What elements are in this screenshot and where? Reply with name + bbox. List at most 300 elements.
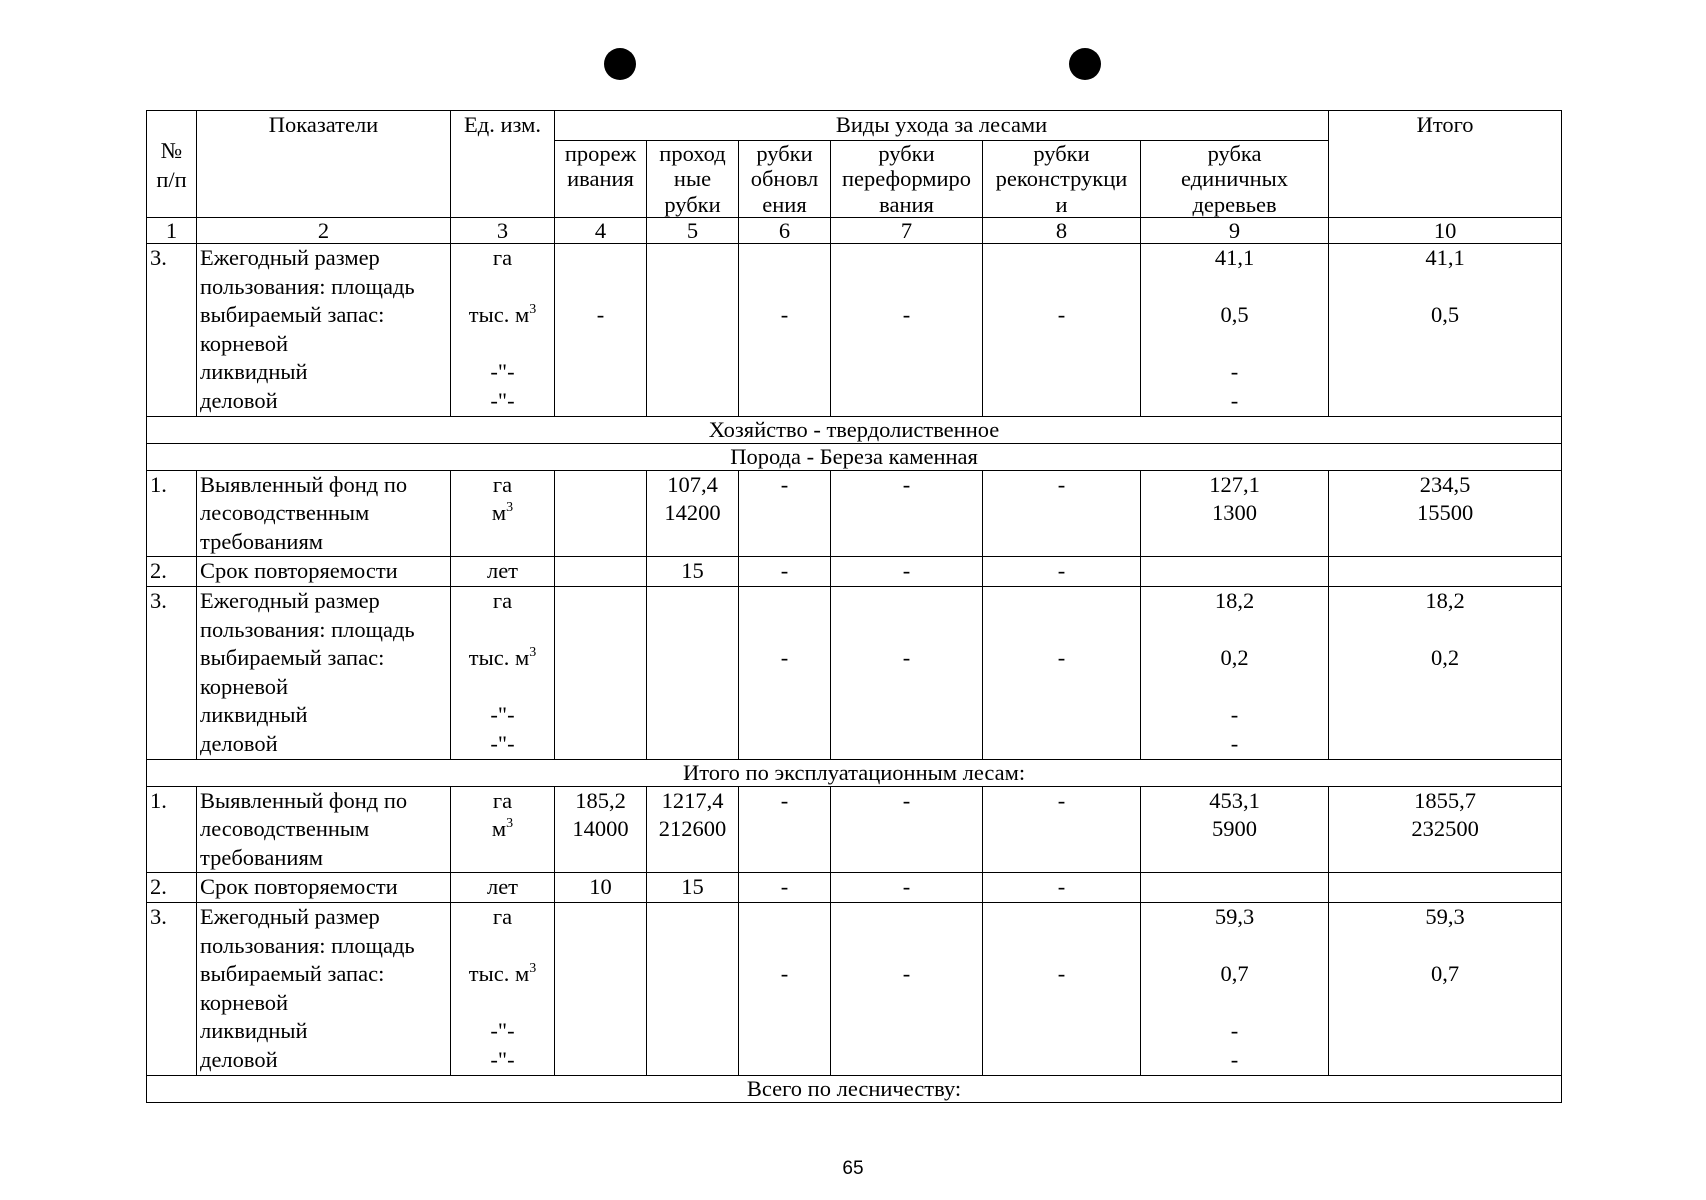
unit-cell <box>451 587 555 760</box>
cell-line <box>557 358 644 387</box>
cell-line: - <box>596 302 605 328</box>
cell-line <box>649 1017 736 1046</box>
cell-line: деловой <box>200 388 278 414</box>
cell-line <box>833 244 980 273</box>
unit-superscript: 3 <box>529 961 537 977</box>
value-cell-c6 <box>739 902 831 1075</box>
header-subtype <box>831 140 983 218</box>
cell-line <box>833 528 980 557</box>
cell-line: деловой <box>200 1046 278 1072</box>
column-number: 3 <box>451 218 555 244</box>
cell-line: 107,4 <box>667 471 718 497</box>
indicator-cell <box>197 902 451 1075</box>
cell-line <box>649 644 736 673</box>
cell-line <box>1331 273 1559 302</box>
column-number: 4 <box>555 218 647 244</box>
cell-line <box>1143 528 1326 557</box>
block1 <box>147 244 1562 417</box>
unit-cell <box>451 902 555 1075</box>
cell-line <box>557 701 644 730</box>
cell-line: 59,3 <box>1214 903 1255 929</box>
cell-line: - <box>1057 302 1066 328</box>
forest-care-table <box>146 110 1562 1103</box>
indicator-cell: Срок повторяемости <box>197 557 451 587</box>
cell-line <box>557 903 644 932</box>
cell-line <box>649 989 736 1018</box>
cell-line: корневой <box>200 330 289 356</box>
cell-line <box>741 528 828 557</box>
value-cell-c6: - <box>739 873 831 903</box>
cell-line: - <box>1230 388 1239 414</box>
unit-line <box>453 844 552 873</box>
cell-line <box>1143 673 1326 702</box>
cell-line <box>1331 1017 1559 1046</box>
indicator-cell <box>197 244 451 417</box>
data-row <box>147 873 1562 903</box>
cell-line <box>985 932 1138 961</box>
unit-superscript: 3 <box>506 500 514 516</box>
cell-line: Выявленный фонд по <box>200 471 408 497</box>
unit-line: -"- <box>490 702 515 728</box>
cell-line <box>741 499 828 528</box>
cell-line: пользования: площадь <box>200 273 415 299</box>
cell-line <box>833 1017 980 1046</box>
column-number: 5 <box>647 218 739 244</box>
cell-line <box>649 903 736 932</box>
cell-line: лесоводственным <box>200 816 370 842</box>
cell-line: 185,2 <box>575 787 626 813</box>
cell-line <box>1331 528 1559 557</box>
value-cell-c10 <box>1329 470 1562 557</box>
cell-line: ликвидный <box>200 702 308 728</box>
cell-line: 0,2 <box>1220 645 1249 671</box>
value-cell-c9 <box>1141 587 1329 760</box>
value-cell-c8 <box>983 587 1141 760</box>
cell-line: - <box>1057 471 1066 497</box>
cell-line: лесоводственным <box>200 500 370 526</box>
cell-line: 0,2 <box>1431 645 1460 671</box>
cell-line <box>985 701 1138 730</box>
cell-line: 41,1 <box>1214 245 1255 271</box>
value-cell-c5: 15 <box>647 873 739 903</box>
cell-line <box>649 701 736 730</box>
cell-line <box>649 387 736 416</box>
cell-line: 0,5 <box>1431 302 1460 328</box>
cell-line: переформиро <box>841 166 972 192</box>
cell-line <box>1331 673 1559 702</box>
cell-line <box>557 192 644 218</box>
cell-line <box>649 730 736 759</box>
cell-line <box>649 616 736 645</box>
cell-line <box>985 528 1138 557</box>
cell-line: Ежегодный размер <box>200 588 380 614</box>
value-cell-c9 <box>1141 873 1329 903</box>
unit-line <box>453 932 552 961</box>
cell-line <box>741 587 828 616</box>
cell-line <box>833 499 980 528</box>
data-row <box>147 587 1562 760</box>
header-row-top <box>147 111 1562 141</box>
unit-line: -"- <box>490 388 515 414</box>
cell-line: рубки <box>1033 140 1090 166</box>
indicator-cell <box>197 786 451 873</box>
cell-line: - <box>780 471 789 497</box>
value-cell-c4 <box>555 902 647 1075</box>
cell-line <box>833 273 980 302</box>
cell-line <box>557 244 644 273</box>
header-num-line: № <box>160 138 183 163</box>
unit-cell <box>451 786 555 873</box>
cell-line: 0,5 <box>1220 302 1249 328</box>
cell-line <box>833 358 980 387</box>
cell-line <box>985 587 1138 616</box>
value-cell-c5 <box>647 902 739 1075</box>
cell-line: 5900 <box>1212 816 1258 842</box>
cell-line: требованиям <box>200 528 324 554</box>
value-cell-c4 <box>555 587 647 760</box>
value-cell-c6 <box>739 587 831 760</box>
cell-line: вания <box>879 191 934 217</box>
section-row <box>147 416 1562 443</box>
cell-line <box>557 387 644 416</box>
cell-line <box>985 358 1138 387</box>
cell-line <box>649 960 736 989</box>
unit-line-with-power <box>453 301 552 330</box>
data-row <box>147 902 1562 1075</box>
cell-line: рубки <box>878 140 935 166</box>
cell-line <box>985 330 1138 359</box>
unit-line <box>453 330 552 359</box>
row-number: 2. <box>147 873 197 903</box>
cell-line: деревьев <box>1192 191 1277 217</box>
exploit-block <box>147 786 1562 1075</box>
cell-line <box>649 301 736 330</box>
unit-line <box>453 528 552 557</box>
cell-line: 0,7 <box>1220 961 1249 987</box>
value-cell-c4: 10 <box>555 873 647 903</box>
cell-line <box>741 358 828 387</box>
cell-line <box>833 587 980 616</box>
cell-line: 14200 <box>664 500 721 526</box>
cell-line: - <box>902 787 911 813</box>
cell-line <box>741 387 828 416</box>
cell-line <box>557 528 644 557</box>
unit-line: -"- <box>490 731 515 756</box>
cell-line <box>557 644 644 673</box>
unit-superscript: 3 <box>506 816 514 832</box>
cell-line <box>833 844 980 873</box>
cell-line: 41,1 <box>1425 245 1465 271</box>
value-cell-c7 <box>831 470 983 557</box>
cell-line: пользования: площадь <box>200 616 415 642</box>
cell-line <box>557 932 644 961</box>
cell-line <box>833 989 980 1018</box>
cell-line <box>741 673 828 702</box>
row-number: 3. <box>147 902 197 1075</box>
row-number: 1. <box>147 470 197 557</box>
cell-line: рубка <box>1207 140 1262 166</box>
cell-line <box>985 989 1138 1018</box>
value-cell-c8 <box>983 470 1141 557</box>
cell-line <box>741 903 828 932</box>
unit-text: тыс. м <box>468 961 530 987</box>
cell-line <box>741 616 828 645</box>
cell-line <box>833 330 980 359</box>
unit-line <box>453 989 552 1018</box>
section-row <box>147 759 1562 786</box>
header-subtype <box>555 140 647 218</box>
cell-line: ивания <box>567 166 634 192</box>
cell-line: корневой <box>200 989 289 1015</box>
cell-line <box>649 1046 736 1075</box>
indicator-cell <box>197 587 451 760</box>
cell-line: выбираемый запас: <box>200 961 385 987</box>
value-cell-c4 <box>555 786 647 873</box>
cell-line <box>649 528 736 557</box>
value-cell-c10 <box>1329 902 1562 1075</box>
cell-line <box>557 960 644 989</box>
cell-line <box>557 673 644 702</box>
cell-line <box>985 903 1138 932</box>
data-row <box>147 244 1562 417</box>
cell-line <box>649 844 736 873</box>
cell-line <box>557 273 644 302</box>
value-cell-c8 <box>983 244 1141 417</box>
cell-line <box>649 273 736 302</box>
cell-line <box>985 387 1138 416</box>
unit-line: га <box>492 903 513 929</box>
header-subtype <box>647 140 739 218</box>
cell-line: выбираемый запас: <box>200 302 385 328</box>
cell-line: - <box>780 645 789 671</box>
unit-cell: лет <box>451 873 555 903</box>
cell-line <box>557 471 644 500</box>
row-number: 2. <box>147 557 197 587</box>
cell-line <box>985 273 1138 302</box>
unit-line: -"- <box>490 1018 515 1044</box>
cell-line: - <box>1057 787 1066 813</box>
column-number: 1 <box>147 218 197 244</box>
cell-line: пользования: площадь <box>200 932 415 958</box>
cell-line <box>833 673 980 702</box>
cell-line <box>1143 273 1326 302</box>
value-cell-c9 <box>1141 786 1329 873</box>
cell-line: 232500 <box>1411 816 1479 842</box>
cell-line <box>1143 330 1326 359</box>
cell-line: 127,1 <box>1209 471 1260 497</box>
value-cell-c4 <box>555 557 647 587</box>
cell-line <box>833 903 980 932</box>
unit-line-with-power <box>453 960 552 989</box>
cell-line <box>833 701 980 730</box>
value-cell-c8: - <box>983 557 1141 587</box>
indicator-cell: Срок повторяемости <box>197 873 451 903</box>
cell-line <box>985 499 1138 528</box>
value-cell-c10 <box>1329 557 1562 587</box>
cell-line <box>741 815 828 844</box>
value-cell-c5 <box>647 244 739 417</box>
cell-line: прореж <box>564 140 637 166</box>
cell-line: 18,2 <box>1425 588 1465 614</box>
cell-line: - <box>1230 731 1239 756</box>
cell-line <box>557 499 644 528</box>
value-cell-c10 <box>1329 873 1562 903</box>
cell-line <box>649 244 736 273</box>
row-number: 3. <box>147 244 197 417</box>
value-cell-c7: - <box>831 557 983 587</box>
header-care-types: Виды ухода за лесами <box>555 111 1329 141</box>
cell-line <box>649 932 736 961</box>
section-row <box>147 443 1562 470</box>
value-cell-c8: - <box>983 873 1141 903</box>
cell-line <box>741 730 828 759</box>
value-cell-c5 <box>647 470 739 557</box>
unit-line-with-power <box>453 815 552 844</box>
header-total: Итого <box>1329 111 1562 218</box>
unit-text: тыс. м <box>468 645 530 671</box>
cell-line <box>985 1017 1138 1046</box>
cell-line <box>985 244 1138 273</box>
unit-line <box>453 273 552 302</box>
cell-line <box>985 844 1138 873</box>
value-cell-c8 <box>983 902 1141 1075</box>
cell-line: - <box>902 302 911 328</box>
section-economy: Хозяйство - твердолиственное <box>147 416 1562 443</box>
cell-line: Ежегодный размер <box>200 245 380 271</box>
unit-line <box>453 616 552 645</box>
value-cell-c7: - <box>831 873 983 903</box>
cell-line <box>1331 1046 1559 1075</box>
section-breed: Порода - Береза каменная <box>147 443 1562 470</box>
cell-line <box>833 387 980 416</box>
cell-line: рубки <box>756 140 813 166</box>
unit-text: м <box>491 500 507 526</box>
column-number: 8 <box>983 218 1141 244</box>
cell-line: проход <box>659 140 726 166</box>
data-row <box>147 470 1562 557</box>
value-cell-c9 <box>1141 470 1329 557</box>
cell-line <box>557 730 644 759</box>
cell-line: выбираемый запас: <box>200 645 385 671</box>
cell-line: ения <box>762 191 807 217</box>
unit-line: -"- <box>490 359 515 385</box>
cell-line: корневой <box>200 673 289 699</box>
page-number: 65 <box>842 1158 864 1179</box>
cell-line <box>741 932 828 961</box>
cell-line <box>1331 730 1559 759</box>
cell-line <box>741 330 828 359</box>
value-cell-c5: 15 <box>647 557 739 587</box>
unit-text: м <box>491 816 507 842</box>
indicator-cell <box>197 470 451 557</box>
cell-line: - <box>1230 359 1239 385</box>
header-indicators: Показатели <box>197 111 451 218</box>
cell-line <box>833 815 980 844</box>
value-cell-c7 <box>831 587 983 760</box>
header-subtype <box>739 140 831 218</box>
punch-hole-left <box>604 48 636 80</box>
cell-line: - <box>1230 1046 1239 1072</box>
cell-line: - <box>780 302 789 328</box>
value-cell-c10 <box>1329 244 1562 417</box>
cell-line: 1855,7 <box>1414 787 1477 813</box>
cell-line <box>741 273 828 302</box>
cell-line <box>741 701 828 730</box>
header-subtype <box>983 140 1141 218</box>
cell-line <box>741 1046 828 1075</box>
cell-line <box>833 616 980 645</box>
data-row <box>147 557 1562 587</box>
unit-cell <box>451 244 555 417</box>
cell-line <box>1331 358 1559 387</box>
cell-line <box>833 932 980 961</box>
value-cell-c6 <box>739 470 831 557</box>
data-row <box>147 786 1562 873</box>
unit-line-with-power <box>453 499 552 528</box>
cell-line <box>1143 844 1326 873</box>
section-exploit-total: Итого по эксплуатационным лесам: <box>147 759 1562 786</box>
header-num <box>147 111 197 218</box>
column-number: 9 <box>1141 218 1329 244</box>
cell-line: 1217,4 <box>661 787 724 813</box>
section-row <box>147 1075 1562 1102</box>
value-cell-c8 <box>983 786 1141 873</box>
cell-line: ликвидный <box>200 359 308 385</box>
unit-cell: лет <box>451 557 555 587</box>
cell-line <box>557 1046 644 1075</box>
value-cell-c6: - <box>739 557 831 587</box>
cell-line: реконструкци <box>995 166 1128 192</box>
cell-line <box>557 989 644 1018</box>
cell-line <box>1143 616 1326 645</box>
column-number: 7 <box>831 218 983 244</box>
unit-line: га <box>492 588 513 614</box>
cell-line <box>1331 989 1559 1018</box>
cell-line: 59,3 <box>1425 903 1465 929</box>
unit-text: тыс. м <box>468 302 530 328</box>
cell-line <box>833 730 980 759</box>
punch-hole-right <box>1069 48 1101 80</box>
cell-line: - <box>902 471 911 497</box>
cell-line: - <box>902 961 911 987</box>
value-cell-c10 <box>1329 587 1562 760</box>
cell-line: - <box>902 645 911 671</box>
cell-line: 212600 <box>658 816 727 842</box>
cell-line <box>1331 330 1559 359</box>
cell-line: 18,2 <box>1214 588 1255 614</box>
column-number-row <box>147 218 1562 244</box>
column-number: 10 <box>1329 218 1562 244</box>
cell-line <box>1331 932 1559 961</box>
cell-line: 234,5 <box>1419 471 1471 497</box>
value-cell-c7 <box>831 902 983 1075</box>
unit-superscript: 3 <box>529 645 537 661</box>
value-cell-c7 <box>831 786 983 873</box>
cell-line <box>649 673 736 702</box>
cell-line: - <box>1057 645 1066 671</box>
cell-line: 14000 <box>572 816 629 842</box>
unit-line <box>453 673 552 702</box>
value-cell-c10 <box>1329 786 1562 873</box>
value-cell-c5 <box>647 587 739 760</box>
cell-line <box>1331 844 1559 873</box>
cell-line <box>985 616 1138 645</box>
cell-line: Ежегодный размер <box>200 903 380 929</box>
column-number: 6 <box>739 218 831 244</box>
cell-line: - <box>780 787 789 813</box>
cell-line <box>741 1017 828 1046</box>
cell-line <box>985 815 1138 844</box>
